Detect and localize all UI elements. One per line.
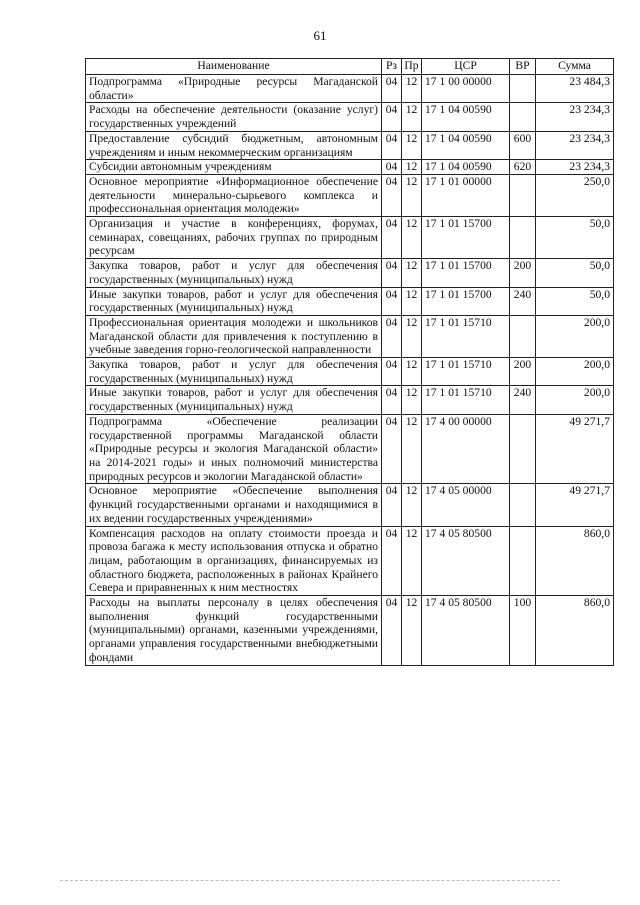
cell-csr: 17 1 01 15710 — [422, 315, 510, 357]
cell-pr: 12 — [402, 596, 422, 666]
cell-rz: 04 — [382, 131, 402, 159]
page-number: 61 — [313, 28, 327, 43]
cell-name: Закупка товаров, работ и услуг для обеспечения государственных (муниципальных) нужд — [86, 358, 382, 386]
cell-rz: 04 — [382, 160, 402, 175]
cell-vr — [510, 526, 536, 596]
cell-csr: 17 1 04 00590 — [422, 131, 510, 159]
cell-sum: 860,0 — [536, 596, 614, 666]
cell-vr: 620 — [510, 160, 536, 175]
cell-vr — [510, 217, 536, 259]
cell-pr: 12 — [402, 259, 422, 287]
table-row — [86, 315, 614, 357]
cell-csr: 17 1 01 15710 — [422, 358, 510, 386]
table-row — [86, 103, 614, 131]
cell-rz: 04 — [382, 75, 402, 103]
cell-rz: 04 — [382, 287, 402, 315]
cell-name: Основное мероприятие «Информационное обеспечение деятельности минерально-сырьевого комплекса и профессиональная ориентация молодежи» — [86, 174, 382, 216]
cell-csr: 17 4 05 80500 — [422, 596, 510, 666]
cell-sum: 23 234,3 — [536, 103, 614, 131]
cell-vr: 240 — [510, 386, 536, 414]
header-csr: ЦСР — [422, 59, 510, 75]
cell-vr — [510, 315, 536, 357]
table-row — [86, 75, 614, 103]
cell-sum: 200,0 — [536, 386, 614, 414]
cell-pr: 12 — [402, 160, 422, 175]
cell-name: Компенсация расходов на оплату стоимости проезда и провоза багажа к месту использования отпуска и обратно лицам, работающим в организациях, финансируемых из областного бюджета, расположенных в районах Крайнего Севера и приравненных к ним местностях — [86, 526, 382, 596]
cell-pr: 12 — [402, 131, 422, 159]
cell-sum: 860,0 — [536, 526, 614, 596]
table-header-row — [86, 59, 614, 75]
cell-sum: 23 484,3 — [536, 75, 614, 103]
cell-rz: 04 — [382, 315, 402, 357]
cell-vr — [510, 75, 536, 103]
table-row — [86, 414, 614, 484]
cell-name: Субсидии автономным учреждениям — [86, 160, 382, 175]
cell-name: Иные закупки товаров, работ и услуг для обеспечения государственных (муниципальных) нужд — [86, 386, 382, 414]
cell-pr: 12 — [402, 386, 422, 414]
cell-name: Иные закупки товаров, работ и услуг для обеспечения государственных (муниципальных) нужд — [86, 287, 382, 315]
header-pr: Пр — [402, 59, 422, 75]
cell-csr: 17 1 01 15700 — [422, 287, 510, 315]
cell-name: Профессиональная ориентация молодежи и школьников Магаданской области для привлечения к поступлению в учебные заведения горно-геологической направленности — [86, 315, 382, 357]
cell-vr — [510, 174, 536, 216]
cell-sum: 50,0 — [536, 287, 614, 315]
cell-name: Расходы на выплаты персоналу в целях обеспечения выполнения функций государственными (муниципальными) органами, казенными учреждениями, органами управления государственными внебюджетными фондами — [86, 596, 382, 666]
cell-rz: 04 — [382, 596, 402, 666]
cell-vr: 600 — [510, 131, 536, 159]
cell-vr — [510, 484, 536, 526]
scan-edge-line — [60, 880, 560, 881]
cell-rz: 04 — [382, 358, 402, 386]
cell-sum: 50,0 — [536, 259, 614, 287]
cell-rz: 04 — [382, 103, 402, 131]
cell-pr: 12 — [402, 484, 422, 526]
cell-pr: 12 — [402, 75, 422, 103]
header-rz: Рз — [382, 59, 402, 75]
cell-pr: 12 — [402, 103, 422, 131]
table-row — [86, 160, 614, 175]
cell-rz: 04 — [382, 414, 402, 484]
cell-name: Подпрограмма «Обеспечение реализации государственной программы Магаданской области «Природные ресурсы и экология Магаданской области» на 2014-2021 годы» и иных полномочий министерства природных ресурсов и экологии Магаданской области» — [86, 414, 382, 484]
cell-sum: 200,0 — [536, 358, 614, 386]
cell-pr: 12 — [402, 174, 422, 216]
cell-pr: 12 — [402, 358, 422, 386]
cell-vr — [510, 414, 536, 484]
table-row — [86, 358, 614, 386]
cell-sum: 49 271,7 — [536, 484, 614, 526]
cell-vr: 200 — [510, 358, 536, 386]
cell-vr: 240 — [510, 287, 536, 315]
cell-sum: 50,0 — [536, 217, 614, 259]
cell-rz: 04 — [382, 484, 402, 526]
table-row — [86, 526, 614, 596]
budget-table — [85, 58, 614, 666]
table-row — [86, 174, 614, 216]
cell-csr: 17 1 01 15700 — [422, 217, 510, 259]
cell-name: Закупка товаров, работ и услуг для обеспечения государственных (муниципальных) нужд — [86, 259, 382, 287]
cell-pr: 12 — [402, 287, 422, 315]
table-row — [86, 484, 614, 526]
header-sum: Сумма — [536, 59, 614, 75]
cell-csr: 17 1 01 00000 — [422, 174, 510, 216]
table-row — [86, 217, 614, 259]
cell-csr: 17 4 05 00000 — [422, 484, 510, 526]
cell-csr: 17 1 01 15710 — [422, 386, 510, 414]
table-row — [86, 287, 614, 315]
cell-name: Организация и участие в конференциях, форумах, семинарах, совещаниях, рабочих группах по природным ресурсам — [86, 217, 382, 259]
cell-csr: 17 1 00 00000 — [422, 75, 510, 103]
table-row — [86, 386, 614, 414]
cell-sum: 23 234,3 — [536, 160, 614, 175]
cell-rz: 04 — [382, 526, 402, 596]
cell-csr: 17 1 04 00590 — [422, 103, 510, 131]
cell-csr: 17 4 05 80500 — [422, 526, 510, 596]
cell-pr: 12 — [402, 315, 422, 357]
header-vr: ВР — [510, 59, 536, 75]
header-name: Наименование — [86, 59, 382, 75]
cell-sum: 49 271,7 — [536, 414, 614, 484]
cell-csr: 17 1 04 00590 — [422, 160, 510, 175]
cell-vr: 100 — [510, 596, 536, 666]
cell-rz: 04 — [382, 217, 402, 259]
cell-pr: 12 — [402, 414, 422, 484]
cell-name: Подпрограмма «Природные ресурсы Магаданской области» — [86, 75, 382, 103]
cell-sum: 200,0 — [536, 315, 614, 357]
cell-rz: 04 — [382, 259, 402, 287]
cell-sum: 23 234,3 — [536, 131, 614, 159]
cell-name: Расходы на обеспечение деятельности (оказание услуг) государственных учреждений — [86, 103, 382, 131]
cell-rz: 04 — [382, 174, 402, 216]
cell-pr: 12 — [402, 526, 422, 596]
table-row — [86, 596, 614, 666]
cell-csr: 17 1 01 15700 — [422, 259, 510, 287]
cell-vr: 200 — [510, 259, 536, 287]
cell-pr: 12 — [402, 217, 422, 259]
cell-sum: 250,0 — [536, 174, 614, 216]
cell-vr — [510, 103, 536, 131]
table-row — [86, 259, 614, 287]
cell-csr: 17 4 00 00000 — [422, 414, 510, 484]
table-row — [86, 131, 614, 159]
cell-rz: 04 — [382, 386, 402, 414]
cell-name: Предоставление субсидий бюджетным, автономным учреждениям и иным некоммерческим организациям — [86, 131, 382, 159]
cell-name: Основное мероприятие «Обеспечение выполнения функций государственными органами и находящимися в их ведении государственных учреждениями» — [86, 484, 382, 526]
